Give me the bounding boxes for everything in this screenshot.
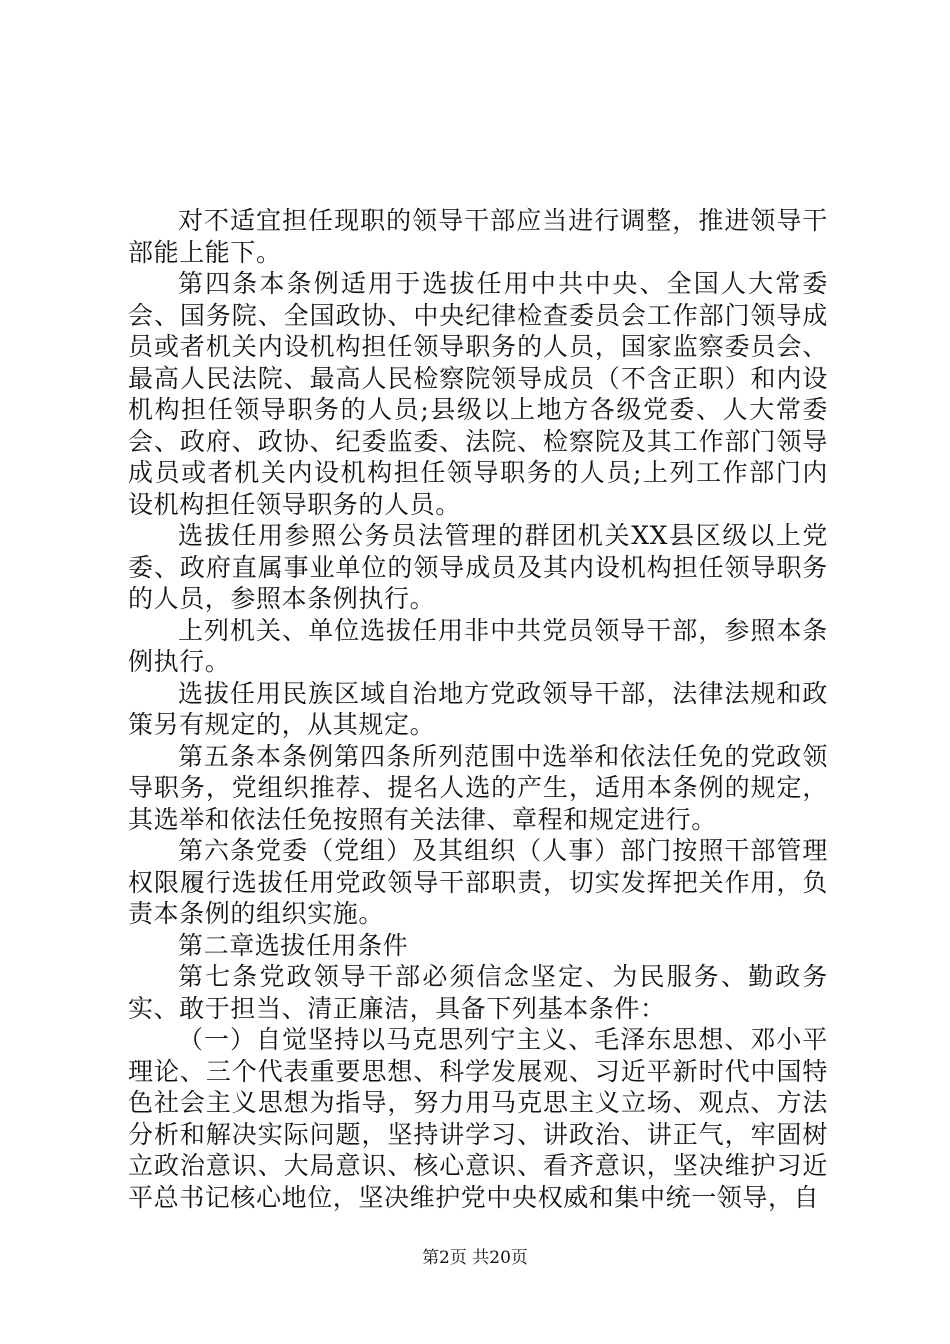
paragraph: 选拔任用民族区域自治地方党政领导干部，法律法规和政策另有规定的，从其规定。: [128, 678, 828, 739]
paragraph: 第七条党政领导干部必须信念坚定、为民服务、勤政务实、敢于担当、清正廉洁，具备下列基本条件：: [128, 962, 828, 1023]
paragraph: 选拔任用参照公务员法管理的群团机关XX县区级以上党委、政府直属事业单位的领导成员及其内设机构担任领导职务的人员，参照本条例执行。: [128, 521, 828, 613]
paragraph: 第五条本条例第四条所列范围中选举和依法任免的党政领导职务，党组织推荐、提名人选的产生，适用本条例的规定，其选举和依法任免按照有关法律、章程和规定进行。: [128, 741, 828, 834]
page-number-footer: 第2页 共20页: [422, 1248, 528, 1268]
paragraph: 对不适宜担任现职的领导干部应当进行调整，推进领导干部能上能下。: [128, 206, 828, 267]
paragraph: 上列机关、单位选拔任用非中共党员领导干部，参照本条例执行。: [128, 615, 828, 676]
paragraph: 第六条党委（党组）及其组织（人事）部门按照干部管理权限履行选拔任用党政领导干部职责，切实发挥把关作用，负责本条例的组织实施。: [128, 836, 828, 928]
document-body: [128, 205, 828, 1213]
chapter-heading: 第二章选拔任用条件: [178, 930, 409, 960]
paragraph: 第四条本条例适用于选拔任用中共中央、全国人大常委会、国务院、全国政协、中央纪律检查委员会工作部门领导成员或者机关内设机构担任领导职务的人员，国家监察委员会、最高人民法院、最高人民检察院领导成员（不含正职）和内设机构担任领导职务的人员;县级以上地方各级党委、人大常委会、政府、政协、纪委监委、法院、检察院及其工作部门领导成员或者机关内设机构担任领导职务的人员;上列工作部门内设机构担任领导职务的人员。: [128, 269, 828, 519]
paragraph: （一）自觉坚持以马克思列宁主义、毛泽东思想、邓小平理论、三个代表重要思想、科学发展观、习近平新时代中国特色社会主义思想为指导，努力用马克思主义立场、观点、方法分析和解决实际问题，坚持讲学习、讲政治、讲正气，牢固树立政治意识、大局意识、核心意识、看齐意识，坚决维护习近平总书记核心地位，坚决维护党中央权威和集中统一领导，自: [128, 1025, 828, 1212]
